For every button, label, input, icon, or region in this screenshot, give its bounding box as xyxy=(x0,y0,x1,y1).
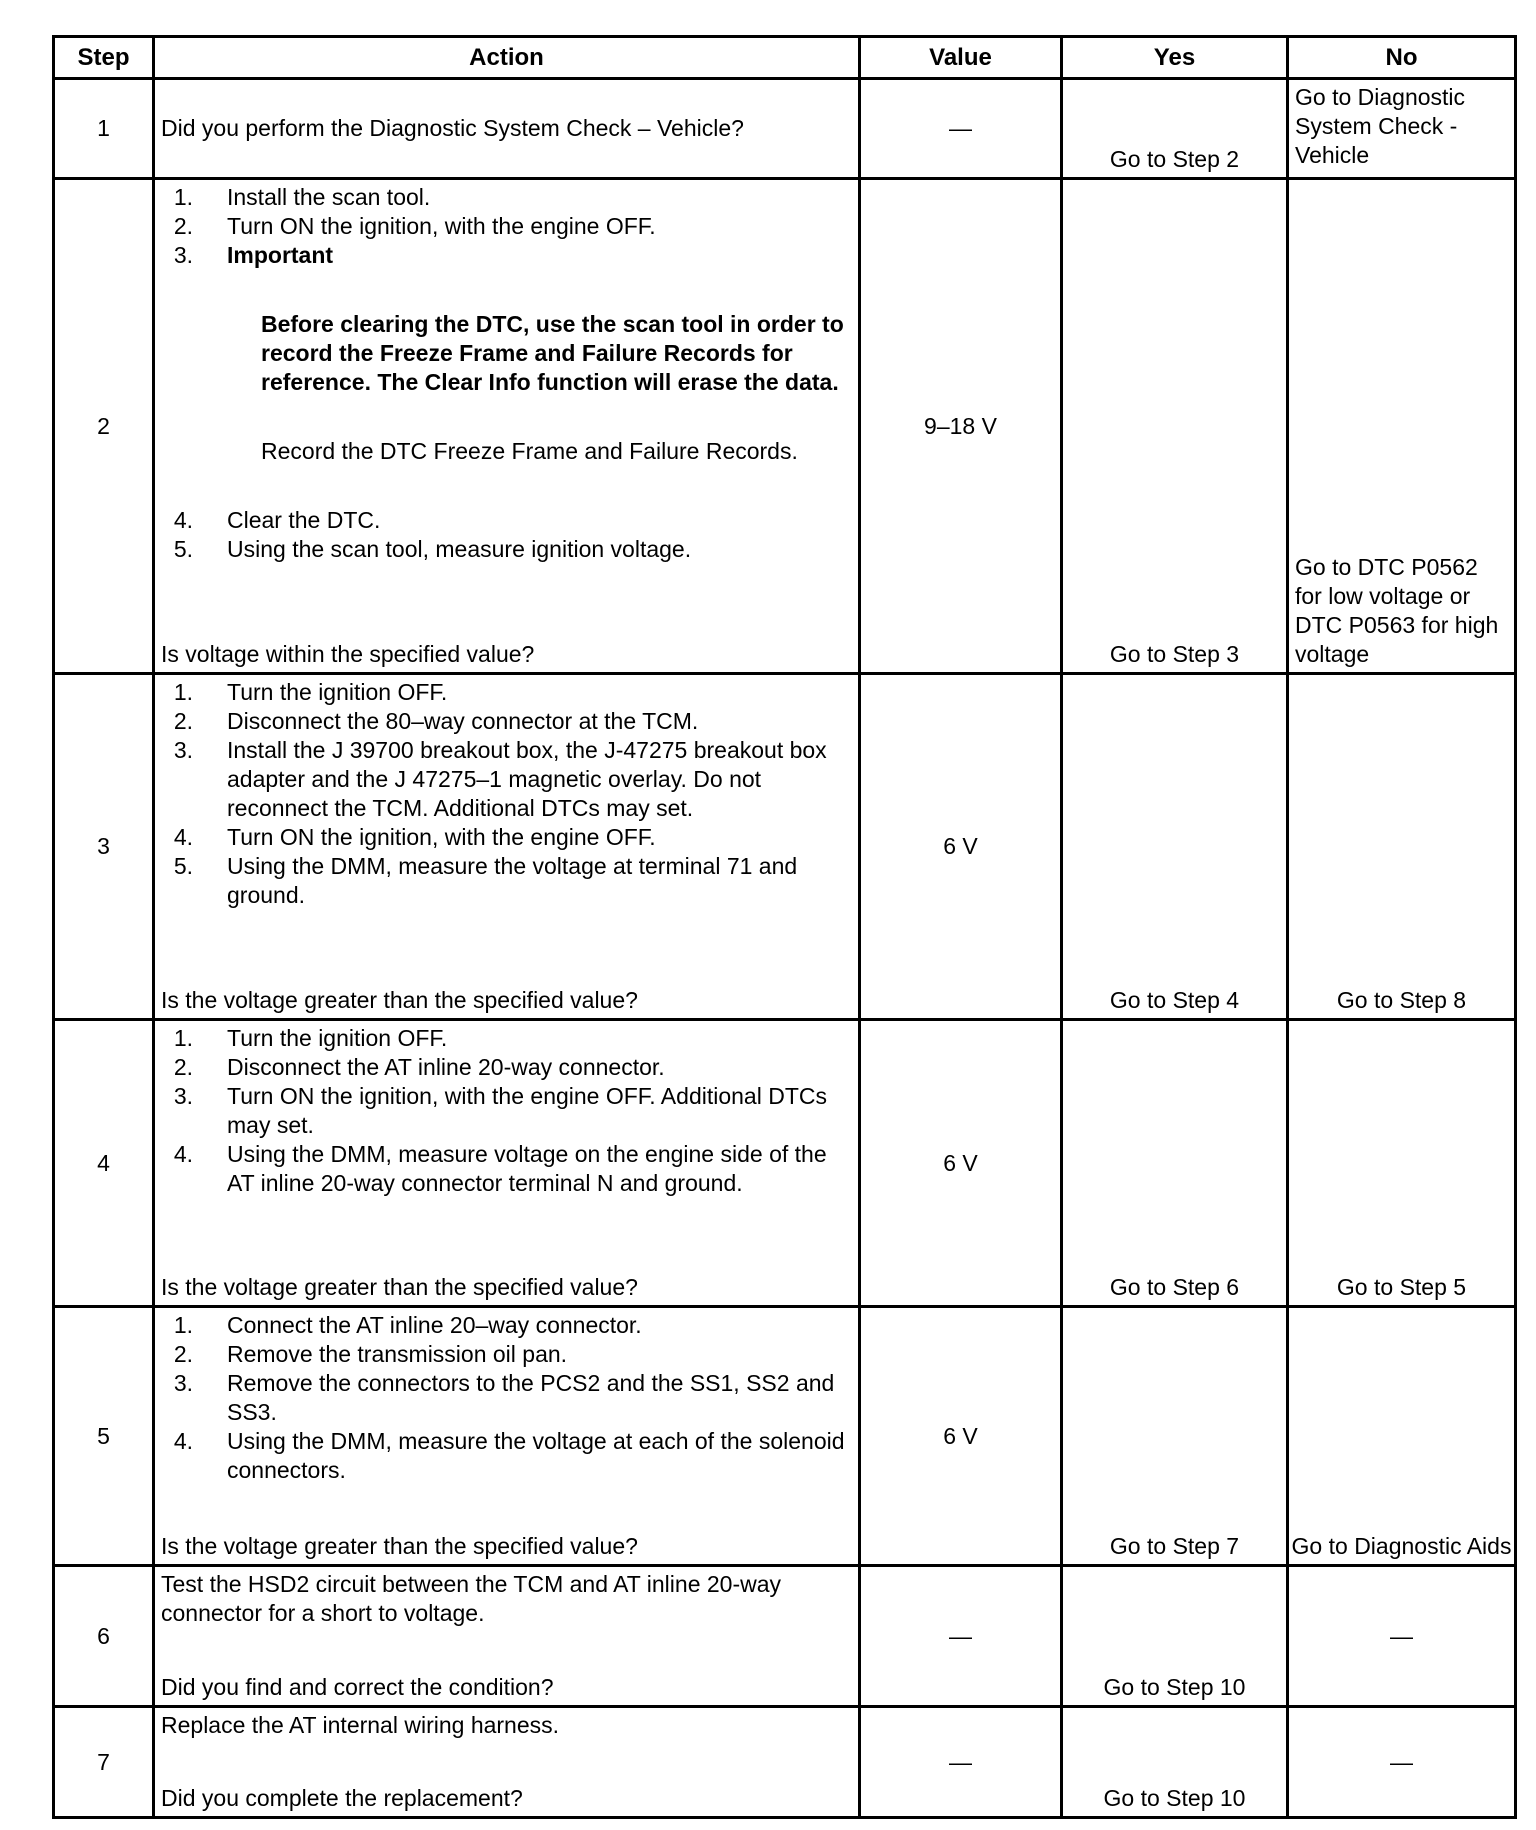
action-text: Did you perform the Diagnostic System Check – Vehicle? xyxy=(154,79,860,179)
list-item: 4. Turn ON the ignition, with the engine OFF. xyxy=(173,824,656,850)
action-text: Replace the AT internal wiring harness. xyxy=(161,1712,560,1738)
list-item: 4. Using the DMM, measure voltage on the engine side of the AT inline 20-way connector terminal N and ground. xyxy=(173,1141,827,1196)
yes-cell: Go to Step 10 xyxy=(1062,1566,1288,1707)
header-value: Value xyxy=(860,37,1062,79)
no-cell: — xyxy=(1288,1566,1516,1707)
question-text: Did you complete the replacement? xyxy=(161,1785,523,1811)
no-cell: Go to DTC P0562 for low voltage or DTC P0563 for high voltage xyxy=(1288,179,1516,674)
header-row xyxy=(54,37,1516,79)
table-row xyxy=(54,1707,1516,1818)
action-list xyxy=(161,678,858,910)
step-number: 3 xyxy=(54,674,154,1020)
step-number: 7 xyxy=(54,1707,154,1818)
value-cell: 6 V xyxy=(860,1307,1062,1566)
list-item: 2. Turn ON the ignition, with the engine OFF. xyxy=(173,213,656,239)
record-note: Record the DTC Freeze Frame and Failure Records. xyxy=(261,438,798,464)
action-list xyxy=(161,1024,858,1198)
list-item: 5. Using the scan tool, measure ignition voltage. xyxy=(173,536,692,562)
action-cell xyxy=(154,1707,860,1818)
action-text: Test the HSD2 circuit between the TCM and AT inline 20-way connector for a short to voltage. xyxy=(161,1571,782,1626)
table-row xyxy=(54,1566,1516,1707)
yes-cell: Go to Step 2 xyxy=(1062,79,1288,179)
header-step: Step xyxy=(54,37,154,79)
list-item: 3. Remove the connectors to the PCS2 and the SS1, SS2 and SS3. xyxy=(173,1370,835,1425)
step-number: 1 xyxy=(54,79,154,179)
list-item: 4. Clear the DTC. xyxy=(173,507,381,533)
list-item: 3. Turn ON the ignition, with the engine OFF. Additional DTCs may set. xyxy=(173,1083,827,1138)
table-row xyxy=(54,1307,1516,1566)
header-action: Action xyxy=(154,37,860,79)
no-cell: Go to Step 5 xyxy=(1288,1020,1516,1307)
no-cell: Go to Diagnostic System Check - Vehicle xyxy=(1288,79,1516,179)
step-number: 2 xyxy=(54,179,154,674)
question-text: Is voltage within the specified value? xyxy=(161,641,535,667)
value-cell: 6 V xyxy=(860,674,1062,1020)
list-item: 5. Using the DMM, measure the voltage at terminal 71 and ground. xyxy=(173,853,798,908)
list-item: 2. Remove the transmission oil pan. xyxy=(173,1341,568,1367)
list-item: 1. Install the scan tool. xyxy=(173,184,431,210)
action-list xyxy=(161,183,858,270)
no-cell: — xyxy=(1288,1707,1516,1818)
list-item: 3. Important xyxy=(173,242,334,268)
action-cell xyxy=(154,1307,860,1566)
question-text: Is the voltage greater than the specified value? xyxy=(161,1274,638,1300)
header-yes: Yes xyxy=(1062,37,1288,79)
table-row xyxy=(54,79,1516,179)
list-item: 2. Disconnect the 80–way connector at the TCM. xyxy=(173,708,699,734)
action-cell xyxy=(154,674,860,1020)
table-row xyxy=(54,674,1516,1020)
header-no: No xyxy=(1288,37,1516,79)
list-item: 3. Install the J 39700 breakout box, the J-47275 breakout box adapter and the J 47275–1 magnetic overlay. Do not reconnect the TCM. Additional DTCs may set. xyxy=(173,737,827,821)
action-cell xyxy=(154,1566,860,1707)
question-text: Is the voltage greater than the specified value? xyxy=(161,987,638,1013)
important-note: Before clearing the DTC, use the scan tool in order to record the Freeze Frame and Failure Records for reference. The Clear Info function will erase the data. xyxy=(261,311,844,395)
question-text: Is the voltage greater than the specified value? xyxy=(161,1533,638,1559)
action-list xyxy=(161,1311,858,1485)
no-cell: Go to Step 8 xyxy=(1288,674,1516,1020)
yes-cell: Go to Step 4 xyxy=(1062,674,1288,1020)
no-cell: Go to Diagnostic Aids xyxy=(1288,1307,1516,1566)
action-cell xyxy=(154,1020,860,1307)
step-number: 5 xyxy=(54,1307,154,1566)
list-item: 1. Turn the ignition OFF. xyxy=(173,1025,448,1051)
value-cell: — xyxy=(860,1707,1062,1818)
step-number: 4 xyxy=(54,1020,154,1307)
list-item: 1. Connect the AT inline 20–way connector. xyxy=(173,1312,642,1338)
yes-cell: Go to Step 6 xyxy=(1062,1020,1288,1307)
yes-cell: Go to Step 10 xyxy=(1062,1707,1288,1818)
yes-cell: Go to Step 3 xyxy=(1062,179,1288,674)
action-list-continued xyxy=(161,506,858,564)
value-cell: — xyxy=(860,1566,1062,1707)
table-row xyxy=(54,1020,1516,1307)
table-row xyxy=(54,179,1516,674)
action-cell xyxy=(154,179,860,674)
yes-cell: Go to Step 7 xyxy=(1062,1307,1288,1566)
step-number: 6 xyxy=(54,1566,154,1707)
list-item: 1. Turn the ignition OFF. xyxy=(173,679,448,705)
list-item: 4. Using the DMM, measure the voltage at each of the solenoid connectors. xyxy=(173,1428,845,1483)
diagnostic-table xyxy=(52,35,1517,1819)
question-text: Did you find and correct the condition? xyxy=(161,1674,554,1700)
list-item: 2. Disconnect the AT inline 20-way connector. xyxy=(173,1054,665,1080)
value-cell: 9–18 V xyxy=(860,179,1062,674)
value-cell: 6 V xyxy=(860,1020,1062,1307)
value-cell: — xyxy=(860,79,1062,179)
